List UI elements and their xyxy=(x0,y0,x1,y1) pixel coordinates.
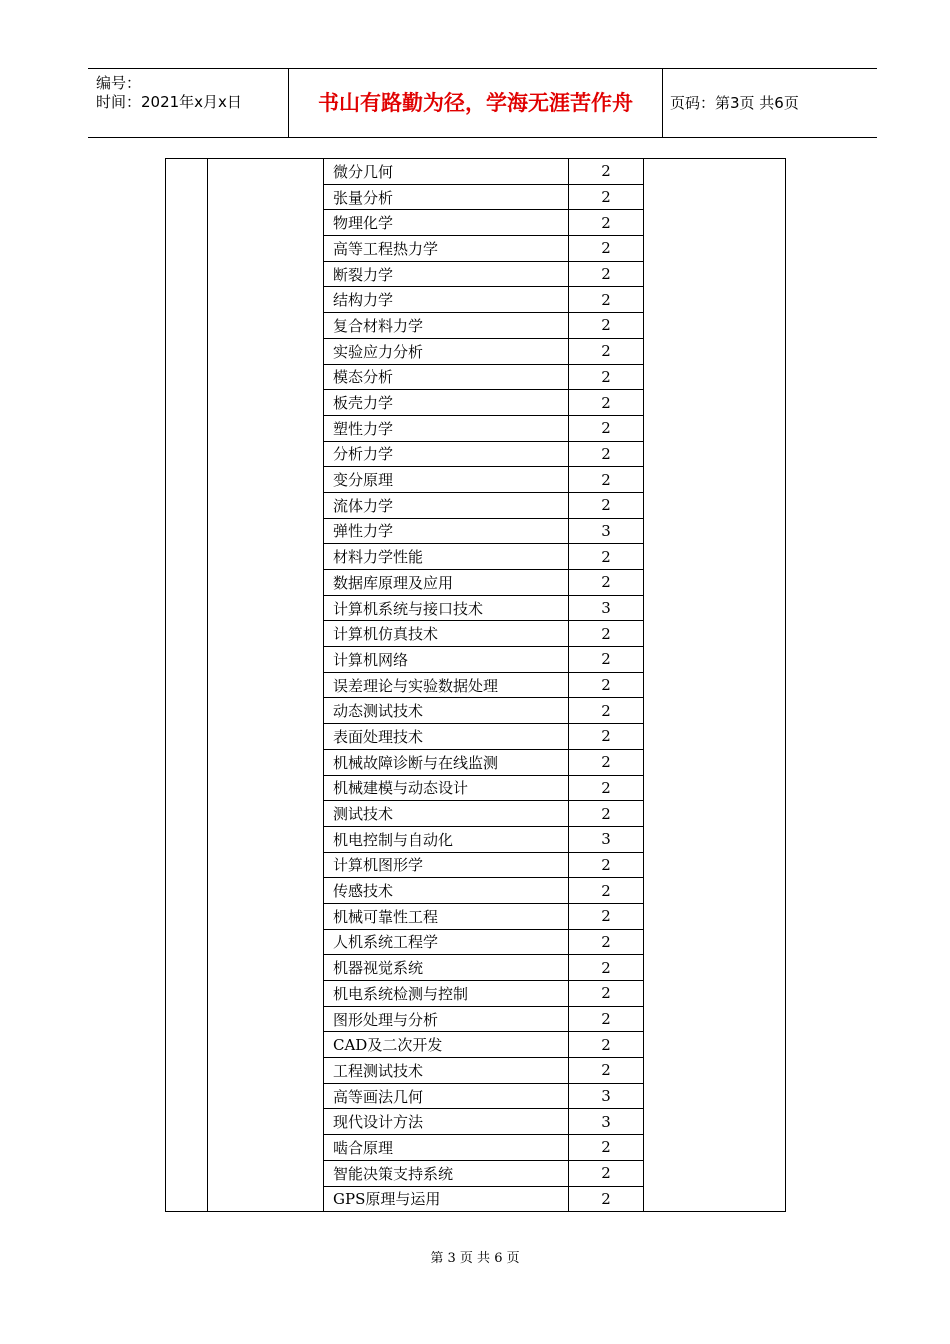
credit-cell: 2 xyxy=(569,929,644,955)
credit-cell: 2 xyxy=(569,544,644,570)
credit-cell: 2 xyxy=(569,1135,644,1161)
course-name-cell: 复合材料力学 xyxy=(324,313,569,339)
credit-cell: 2 xyxy=(569,236,644,262)
credit-cell: 3 xyxy=(569,595,644,621)
page-header xyxy=(88,68,877,138)
course-name-cell: 动态测试技术 xyxy=(324,698,569,724)
course-table xyxy=(165,158,786,1212)
credit-cell: 2 xyxy=(569,492,644,518)
credit-cell: 2 xyxy=(569,261,644,287)
credit-cell: 2 xyxy=(569,364,644,390)
course-name-cell: 表面处理技术 xyxy=(324,724,569,750)
credit-cell: 2 xyxy=(569,647,644,673)
header-page-info: 页码：第3页 共6页 xyxy=(670,94,799,112)
credit-cell: 2 xyxy=(569,184,644,210)
page-footer: 第 3 页 共 6 页 xyxy=(430,1251,520,1266)
credit-cell: 2 xyxy=(569,390,644,416)
course-name-cell: 图形处理与分析 xyxy=(324,1006,569,1032)
course-name-cell: 变分原理 xyxy=(324,467,569,493)
course-name-cell: 流体力学 xyxy=(324,492,569,518)
credit-cell: 3 xyxy=(569,826,644,852)
table-row xyxy=(166,159,786,185)
course-name-cell: 计算机系统与接口技术 xyxy=(324,595,569,621)
credit-cell: 2 xyxy=(569,878,644,904)
course-name-cell: 实验应力分析 xyxy=(324,338,569,364)
category-cell xyxy=(166,159,208,1212)
course-name-cell: 物理化学 xyxy=(324,210,569,236)
credit-cell: 2 xyxy=(569,287,644,313)
course-name-cell: 人机系统工程学 xyxy=(324,929,569,955)
course-name-cell: 张量分析 xyxy=(324,184,569,210)
course-name-cell: 计算机图形学 xyxy=(324,852,569,878)
course-name-cell: 误差理论与实验数据处理 xyxy=(324,672,569,698)
credit-cell: 2 xyxy=(569,801,644,827)
credit-cell: 2 xyxy=(569,415,644,441)
credit-cell: 2 xyxy=(569,749,644,775)
course-name-cell: 结构力学 xyxy=(324,287,569,313)
credit-cell: 2 xyxy=(569,1160,644,1186)
doc-date-label: 时间：2021年x月x日 xyxy=(96,93,242,111)
credit-cell: 2 xyxy=(569,852,644,878)
credit-cell: 2 xyxy=(569,338,644,364)
credit-cell: 2 xyxy=(569,1032,644,1058)
credit-cell: 3 xyxy=(569,518,644,544)
course-name-cell: 模态分析 xyxy=(324,364,569,390)
course-name-cell: 啮合原理 xyxy=(324,1135,569,1161)
course-name-cell: 高等工程热力学 xyxy=(324,236,569,262)
course-name-cell: 机器视觉系统 xyxy=(324,955,569,981)
remarks-cell xyxy=(644,159,786,1212)
course-name-cell: 现代设计方法 xyxy=(324,1109,569,1135)
course-name-cell: 机械可靠性工程 xyxy=(324,903,569,929)
doc-number-label: 编号： xyxy=(96,74,142,92)
credit-cell: 2 xyxy=(569,981,644,1007)
subcategory-cell xyxy=(208,159,324,1212)
course-name-cell: 微分几何 xyxy=(324,159,569,185)
credit-cell: 2 xyxy=(569,621,644,647)
course-name-cell: 断裂力学 xyxy=(324,261,569,287)
credit-cell: 2 xyxy=(569,903,644,929)
course-name-cell: 数据库原理及应用 xyxy=(324,570,569,596)
credit-cell: 2 xyxy=(569,570,644,596)
credit-cell: 2 xyxy=(569,159,644,185)
course-name-cell: 塑性力学 xyxy=(324,415,569,441)
credit-cell: 2 xyxy=(569,313,644,339)
course-name-cell: 分析力学 xyxy=(324,441,569,467)
course-name-cell: 传感技术 xyxy=(324,878,569,904)
header-motto: 书山有路勤为径，学海无涯苦作舟 xyxy=(288,69,663,137)
header-meta xyxy=(88,69,288,137)
course-name-cell: 材料力学性能 xyxy=(324,544,569,570)
course-table-body xyxy=(166,159,786,1212)
credit-cell: 2 xyxy=(569,467,644,493)
credit-cell: 2 xyxy=(569,698,644,724)
course-name-cell: 智能决策支持系统 xyxy=(324,1160,569,1186)
credit-cell: 2 xyxy=(569,441,644,467)
credit-cell: 2 xyxy=(569,775,644,801)
credit-cell: 2 xyxy=(569,724,644,750)
course-name-cell: 弹性力学 xyxy=(324,518,569,544)
credit-cell: 2 xyxy=(569,672,644,698)
course-name-cell: 工程测试技术 xyxy=(324,1058,569,1084)
course-name-cell: GPS原理与运用 xyxy=(324,1186,569,1212)
course-name-cell: 机电系统检测与控制 xyxy=(324,981,569,1007)
credit-cell: 2 xyxy=(569,1058,644,1084)
course-name-cell: 机械建模与动态设计 xyxy=(324,775,569,801)
credit-cell: 2 xyxy=(569,1006,644,1032)
course-name-cell: 板壳力学 xyxy=(324,390,569,416)
credit-cell: 2 xyxy=(569,955,644,981)
course-table-wrapper xyxy=(165,158,786,1212)
credit-cell: 3 xyxy=(569,1109,644,1135)
credit-cell: 2 xyxy=(569,1186,644,1212)
course-name-cell: CAD及二次开发 xyxy=(324,1032,569,1058)
course-name-cell: 机械故障诊断与在线监测 xyxy=(324,749,569,775)
course-name-cell: 计算机网络 xyxy=(324,647,569,673)
credit-cell: 2 xyxy=(569,210,644,236)
course-name-cell: 高等画法几何 xyxy=(324,1083,569,1109)
course-name-cell: 机电控制与自动化 xyxy=(324,826,569,852)
credit-cell: 3 xyxy=(569,1083,644,1109)
course-name-cell: 测试技术 xyxy=(324,801,569,827)
course-name-cell: 计算机仿真技术 xyxy=(324,621,569,647)
